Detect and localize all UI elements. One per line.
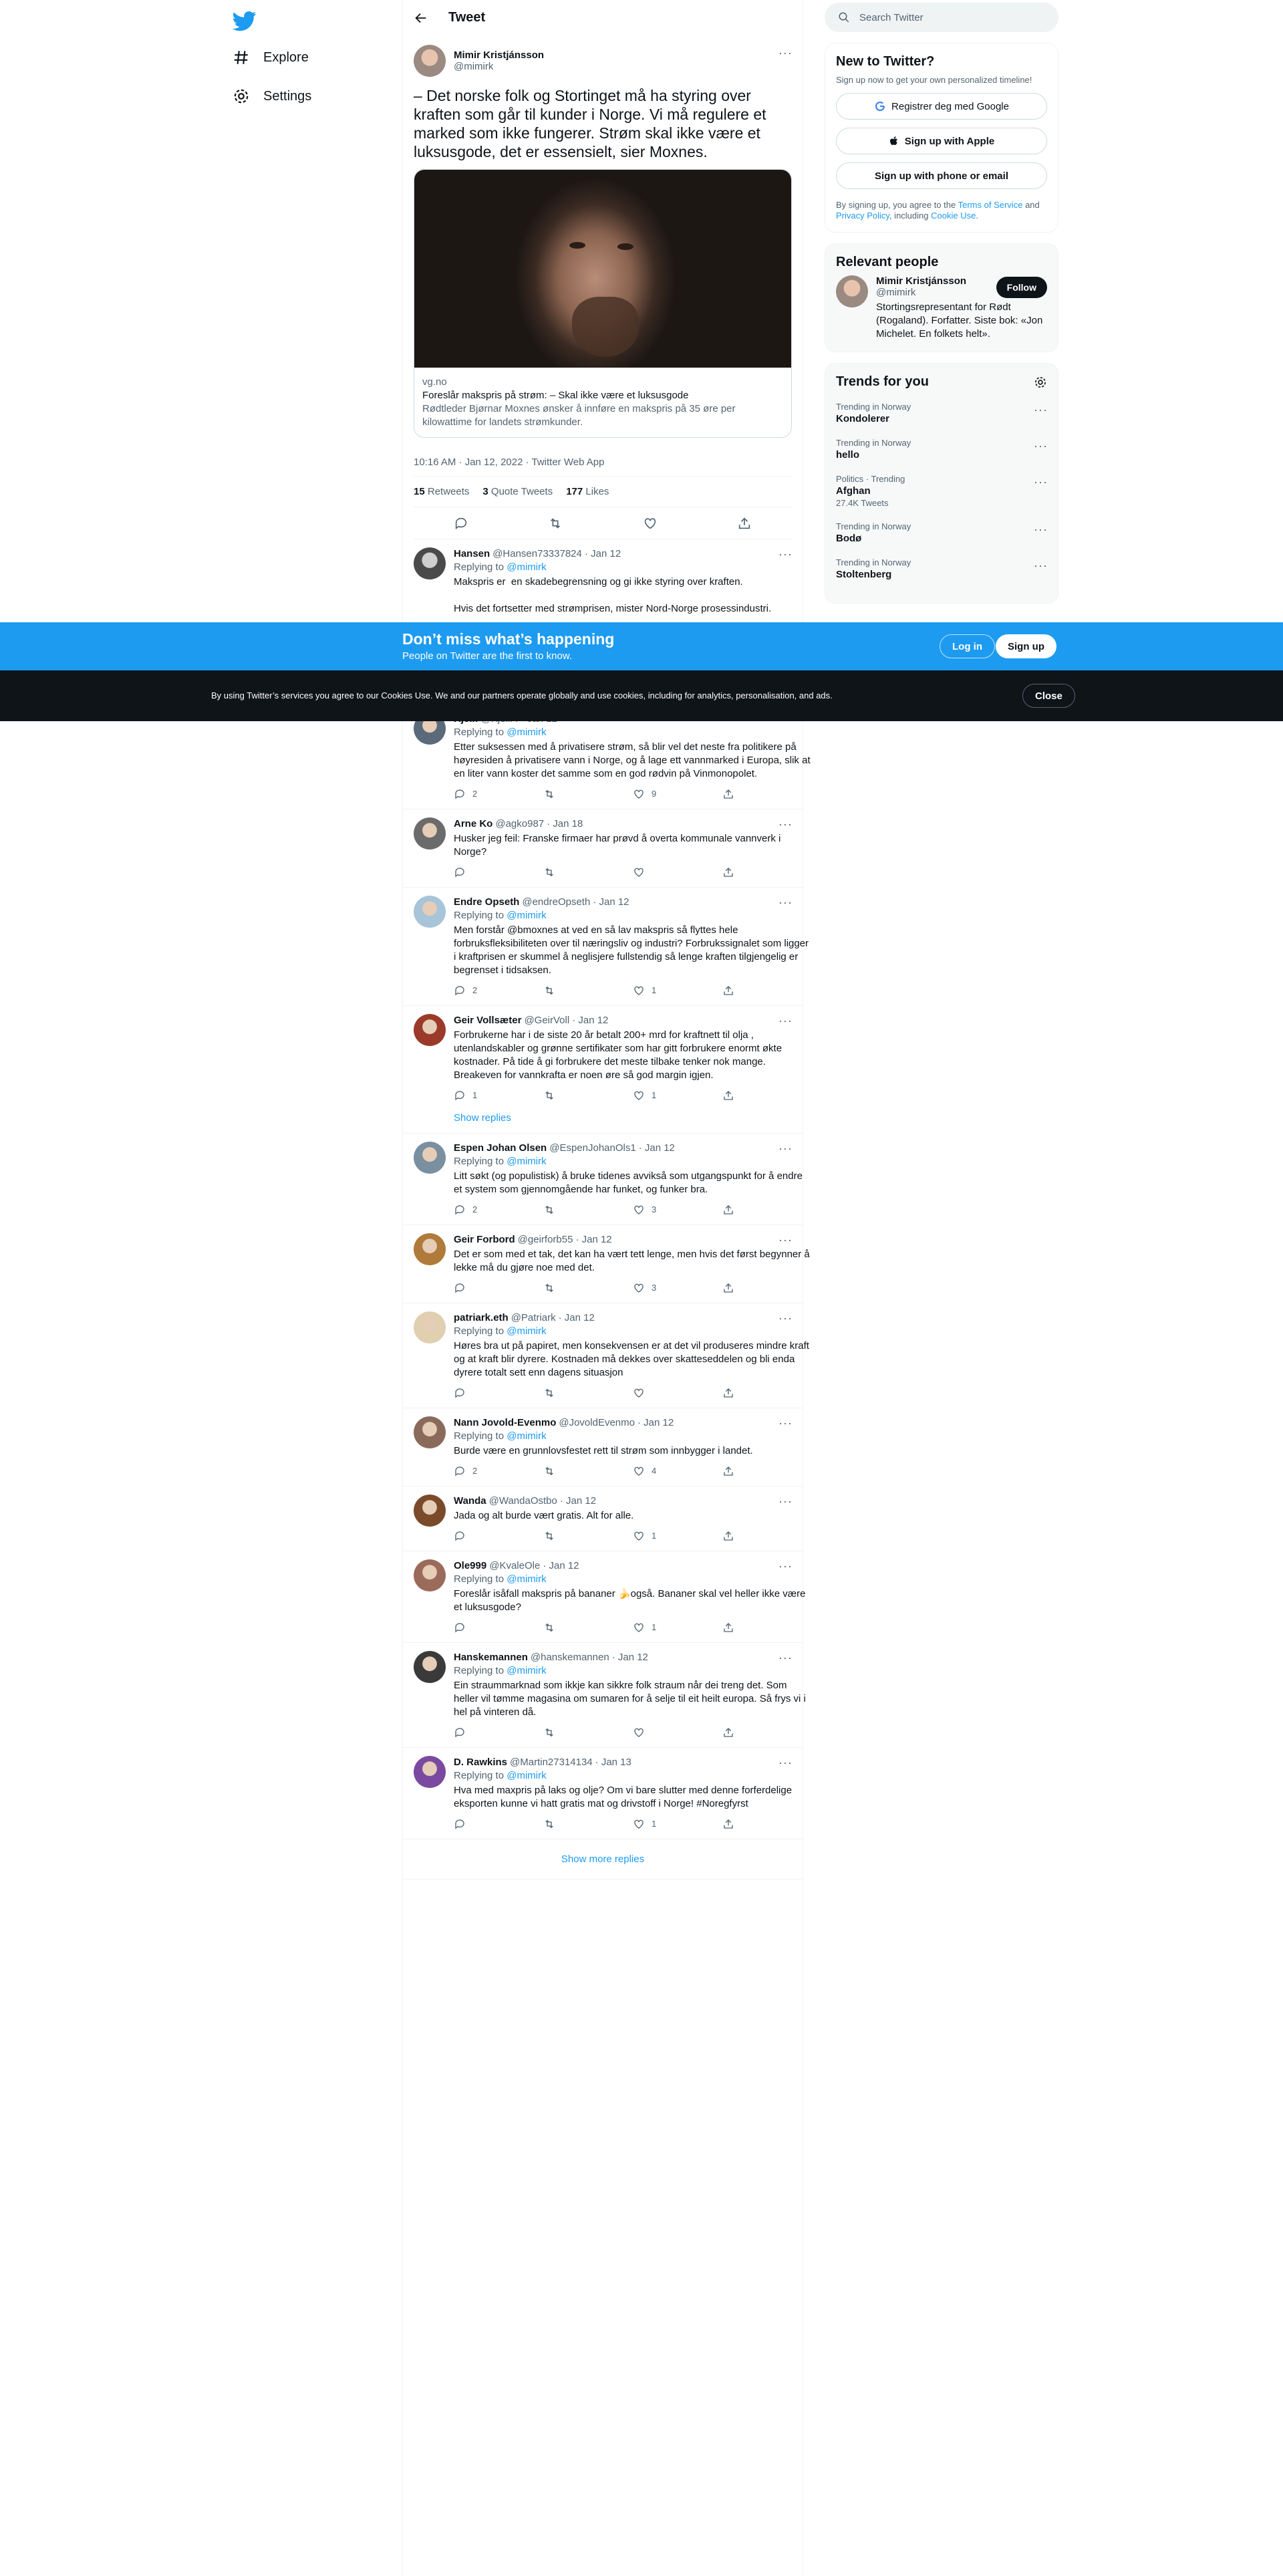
reply-text: Det er som med et tak, det kan ha vært tett lenge, men hvis det først begynner å lekke må du gjøre noe med det.: [454, 1249, 813, 1273]
retweet-button[interactable]: [543, 866, 633, 878]
signup-banner: [0, 622, 1283, 670]
reply-button[interactable]: [454, 1530, 543, 1542]
like-icon: [633, 1622, 645, 1634]
reply-date[interactable]: · Jan 12: [543, 1560, 579, 1571]
tweet-stats: [414, 477, 792, 507]
retweet-icon[interactable]: [548, 516, 563, 531]
like-button[interactable]: 4: [633, 1464, 722, 1478]
back-arrow-icon[interactable]: [414, 11, 428, 25]
retweets-stat[interactable]: 15 Retweets: [414, 486, 470, 497]
cookie-use-link[interactable]: Cookie Use: [931, 211, 976, 221]
like-button[interactable]: 1: [633, 1529, 722, 1543]
banner-subtitle: People on Twitter are the first to know.: [402, 650, 573, 662]
terms-link[interactable]: Terms of Service: [958, 200, 1023, 210]
share-button[interactable]: [722, 1622, 812, 1634]
gear-icon: [233, 88, 250, 105]
reply-author-handle[interactable]: @endreOpseth: [522, 896, 591, 908]
reply-actions: [454, 1203, 812, 1216]
reply-date[interactable]: · Jan 13: [595, 1757, 631, 1768]
trend-category: Politics · Trending: [836, 474, 905, 484]
replying-to: Replying to @mimirk: [454, 1430, 547, 1442]
reply-author-name[interactable]: Hanskemannen: [454, 1652, 528, 1663]
retweet-button[interactable]: [543, 1387, 633, 1399]
reply-item[interactable]: [403, 1006, 803, 1134]
trend-category: Trending in Norway: [836, 402, 911, 412]
share-icon: [722, 1465, 734, 1477]
like-icon: [633, 1530, 645, 1542]
reply-item[interactable]: Hansen @Hansen73337824 · Jan 12 Replying to @mimirk Makspris er en skadebegrensning og gi ikke styring over kraften. Hvis det fortsetter med strømprisen, mister Nord-Norge prosessindustri. ···: [403, 539, 803, 624]
trends-list: [836, 395, 1047, 587]
reply-button[interactable]: 2: [454, 1464, 543, 1478]
reply-date[interactable]: · Jan 12: [637, 1417, 674, 1428]
trend-category: Trending in Norway: [836, 557, 911, 567]
apple-icon: [889, 135, 899, 147]
card-description: Rødtleder Bjørnar Moxnes ønsker å innføre en makspris på 35 øre per kilowattime for landets strømkunder.: [422, 403, 736, 428]
avatar[interactable]: [414, 817, 446, 850]
panel-title: Relevant people: [836, 255, 939, 269]
reply-author-handle[interactable]: @GeirVoll: [524, 1015, 570, 1026]
reply-icon: [454, 1282, 466, 1294]
share-icon: [722, 985, 734, 997]
more-options-icon[interactable]: ···: [1034, 559, 1048, 572]
right-sidebar: [825, 0, 1058, 714]
trend-item[interactable]: [836, 551, 1047, 587]
reply-text: Hva med maxpris på laks og olje? Om vi bare slutter med denne forferdelige eksporten kunne vi hatt gratis mat og drivstoff i Norge! #Noregfyrst: [454, 1785, 795, 1809]
retweet-button[interactable]: [543, 1282, 633, 1294]
reply-item[interactable]: [403, 1551, 809, 1643]
more-options-icon[interactable]: ···: [778, 46, 793, 59]
retweet-button[interactable]: [543, 1622, 633, 1634]
reply-icon: [454, 866, 466, 878]
mention-link[interactable]: @mimirk: [507, 1665, 547, 1676]
mention-link[interactable]: @mimirk: [507, 727, 547, 738]
reply-text: Jada og alt burde vært gratis. Alt for alle.: [454, 1510, 634, 1521]
gear-icon[interactable]: [1034, 376, 1047, 389]
avatar[interactable]: [414, 896, 446, 928]
reply-button[interactable]: [454, 1726, 543, 1738]
search-input[interactable]: Search Twitter: [859, 11, 923, 23]
replying-to: Replying to @mimirk: [454, 1770, 547, 1781]
card-image: [414, 170, 791, 368]
retweet-icon: [543, 1818, 555, 1830]
person-handle: @mimirk: [876, 287, 916, 298]
share-button[interactable]: [722, 1726, 812, 1738]
more-options-icon[interactable]: ···: [1034, 403, 1048, 416]
mention-link[interactable]: @mimirk: [507, 910, 547, 921]
reply-author-name[interactable]: Ole999: [454, 1560, 487, 1571]
show-more-replies-button[interactable]: Show more replies: [403, 1839, 803, 1880]
reply-author-handle[interactable]: @KvaleOle: [489, 1560, 541, 1571]
reply-date[interactable]: · Jan 12: [572, 1015, 609, 1026]
reply-actions: [454, 1726, 812, 1739]
retweet-icon: [543, 1726, 555, 1738]
nav-settings-label: Settings: [263, 88, 312, 104]
reply-author-name[interactable]: patriark.eth: [454, 1312, 509, 1323]
person-bio: Stortingsrepresentant for Rødt (Rogaland). Forfatter. Siste bok: «Jon Michelet. En folkets helt».: [876, 301, 1043, 340]
author-name[interactable]: Mimir Kristjánsson: [454, 49, 545, 61]
tweet-actions: [414, 507, 792, 539]
twitter-logo-icon[interactable]: [233, 8, 257, 32]
reply-date[interactable]: · Jan 12: [638, 1142, 675, 1154]
trend-name: Stoltenberg: [836, 569, 892, 580]
reply-icon: [454, 1622, 466, 1634]
reply-author-name[interactable]: Geir Vollsæter: [454, 1015, 522, 1026]
share-button[interactable]: [722, 1818, 812, 1830]
more-options-icon[interactable]: ···: [778, 1311, 793, 1325]
reply-author-name[interactable]: Espen Johan Olsen: [454, 1142, 547, 1154]
trend-item[interactable]: [836, 395, 1047, 431]
nav-explore[interactable]: [233, 44, 309, 71]
reply-actions: [454, 1529, 812, 1543]
reply-item[interactable]: [403, 1303, 813, 1408]
reply-item[interactable]: [403, 1643, 809, 1748]
retweet-button[interactable]: [543, 1465, 633, 1477]
phone-email-signup-button[interactable]: Sign up with phone or email: [836, 162, 1047, 189]
like-icon: [633, 788, 645, 800]
like-icon: [633, 866, 645, 878]
reply-icon: [454, 1465, 466, 1477]
retweet-icon: [543, 1622, 555, 1634]
reply-icon: [454, 1204, 466, 1216]
reply-icon[interactable]: [454, 516, 468, 531]
share-icon: [722, 1089, 734, 1102]
reply-button[interactable]: 1: [454, 1089, 543, 1102]
reply-actions: [454, 984, 812, 997]
reply-author-handle[interactable]: @hanskemannen: [530, 1652, 609, 1663]
card-title: Foreslår makspris på strøm: – Skal ikke være et luksusgode: [422, 390, 689, 401]
share-button[interactable]: [722, 1530, 812, 1542]
avatar[interactable]: [414, 1311, 446, 1343]
share-button[interactable]: [722, 1089, 812, 1102]
reply-actions: [454, 787, 812, 801]
retweet-button[interactable]: [543, 1204, 633, 1216]
reply-text: Forbrukerne har i de siste 20 år betalt 200+ mrd for kraftnett til olja , utenlandskabler og grønne sertifikater som har gitt forbrukere enormt økte kostnader. På tide å gi forbrukere det meste tilbake tenker nok mange. Breakeven for vannkrafta er noen øre så god margin igjen.: [454, 1029, 785, 1081]
apple-signup-button[interactable]: Sign up with Apple: [836, 128, 1047, 154]
reply-author-name[interactable]: Arne Ko: [454, 818, 493, 829]
replying-to: Replying to @mimirk: [454, 1156, 547, 1167]
share-icon: [722, 1726, 734, 1738]
avatar[interactable]: [414, 1495, 446, 1527]
reply-author-name[interactable]: Endre Opseth: [454, 896, 520, 908]
retweet-button[interactable]: [543, 1089, 633, 1102]
reply-icon: [454, 985, 466, 997]
reply-actions: [454, 866, 812, 879]
more-options-icon[interactable]: ···: [778, 1756, 793, 1769]
trend-item[interactable]: [836, 431, 1047, 467]
reply-actions: [454, 1089, 812, 1102]
trend-category: Trending in Norway: [836, 438, 911, 448]
reply-button[interactable]: [454, 1387, 543, 1399]
retweet-button[interactable]: [543, 1726, 633, 1738]
reply-button[interactable]: [454, 1282, 543, 1294]
nav-explore-label: Explore: [263, 49, 309, 65]
google-signup-button[interactable]: Registrer deg med Google: [836, 93, 1047, 120]
like-button[interactable]: 9: [633, 787, 722, 801]
mention-link[interactable]: @mimirk: [507, 1430, 547, 1442]
retweet-icon: [543, 788, 555, 800]
retweet-icon: [543, 1204, 555, 1216]
trend-count: 27.4K Tweets: [836, 498, 889, 508]
banner-title: Don’t miss what’s happening: [402, 630, 615, 648]
more-options-icon[interactable]: ···: [778, 1559, 793, 1573]
more-options-icon[interactable]: ···: [778, 1233, 793, 1247]
more-options-icon[interactable]: ···: [778, 817, 793, 831]
reply-author-handle[interactable]: @Martin27314134: [510, 1757, 593, 1768]
reply-author-name[interactable]: Nann Jovold-Evenmo: [454, 1417, 557, 1428]
mention-link[interactable]: @mimirk: [507, 1325, 547, 1337]
like-icon: [633, 985, 645, 997]
like-icon: [633, 1089, 645, 1102]
privacy-link[interactable]: Privacy Policy: [836, 211, 889, 221]
hashtag-icon: [233, 49, 250, 66]
trend-name: Bodø: [836, 533, 862, 544]
reply-date[interactable]: · Jan 12: [558, 1312, 595, 1323]
more-options-icon[interactable]: ···: [778, 1142, 793, 1155]
mention-link[interactable]: @mimirk: [507, 1770, 547, 1781]
login-button[interactable]: Log in: [940, 634, 995, 658]
like-icon: [633, 1726, 645, 1738]
reply-icon: [454, 788, 466, 800]
more-options-icon[interactable]: ···: [778, 1651, 793, 1664]
replying-to: Replying to @mimirk: [454, 1665, 547, 1676]
avatar[interactable]: [414, 547, 446, 579]
retweet-icon: [543, 1089, 555, 1102]
reply-icon: [454, 1387, 466, 1399]
more-options-icon[interactable]: ···: [778, 896, 793, 909]
reply-item[interactable]: [403, 1134, 806, 1225]
reply-item[interactable]: [403, 1748, 803, 1839]
relevant-people-panel: [825, 243, 1058, 352]
reply-date[interactable]: · Jan 18: [547, 818, 583, 829]
reply-date[interactable]: · Jan 12: [575, 1234, 612, 1245]
reply-icon: [454, 1726, 466, 1738]
reply-actions: [454, 1281, 812, 1295]
trend-name: Kondolerer: [836, 413, 890, 424]
replying-to: Replying to @mimirk: [454, 1325, 547, 1337]
reply-author-handle[interactable]: @geirforb55: [517, 1234, 573, 1245]
avatar[interactable]: [414, 1756, 446, 1788]
reply-item[interactable]: [403, 888, 812, 1006]
avatar[interactable]: [414, 1651, 446, 1683]
search-bar[interactable]: [825, 3, 1058, 32]
reply-author-name[interactable]: Wanda: [454, 1495, 486, 1507]
nav-settings[interactable]: [233, 83, 311, 110]
replying-to: Replying to @mimirk: [454, 1573, 547, 1585]
reply-actions: [454, 1817, 812, 1831]
reply-button[interactable]: [454, 1622, 543, 1634]
main-tweet: [403, 35, 803, 539]
panel-title: Trends for you: [836, 374, 929, 389]
cookie-close-button[interactable]: Close: [1022, 684, 1075, 708]
link-card[interactable]: [414, 169, 792, 438]
share-button[interactable]: [722, 788, 812, 800]
show-replies-link[interactable]: Show replies: [454, 1112, 511, 1124]
reply-button[interactable]: 2: [454, 787, 543, 801]
quotes-stat[interactable]: 3 Quote Tweets: [482, 486, 553, 497]
trend-category: Trending in Norway: [836, 521, 911, 531]
reply-icon: [454, 1530, 466, 1542]
relevant-person[interactable]: [836, 275, 1047, 341]
reply-author-handle[interactable]: @agko987: [495, 818, 545, 829]
signup-button[interactable]: Sign up: [996, 634, 1056, 658]
reply-actions: [454, 1621, 812, 1634]
reply-item[interactable]: [403, 1225, 813, 1303]
retweet-icon: [543, 1465, 555, 1477]
retweet-icon: [543, 1387, 555, 1399]
share-icon: [722, 1818, 734, 1830]
reply-item[interactable]: [403, 1408, 803, 1487]
mention-link[interactable]: @mimirk: [507, 1573, 547, 1585]
share-button[interactable]: [722, 1465, 812, 1477]
tweet-text: – Det norske folk og Stortinget må ha styring over kraften som går til kunder i Norge. Vi må regulere et marked som ikke fungerer. Strøm skal ikke være et luksusgode, det er essensielt, sier Moxnes.: [414, 87, 766, 160]
reply-button[interactable]: 2: [454, 984, 543, 997]
reply-author-name[interactable]: Geir Forbord: [454, 1234, 515, 1245]
reply-item[interactable]: [403, 809, 803, 888]
reply-item[interactable]: [403, 1487, 803, 1551]
retweet-icon: [543, 985, 555, 997]
more-options-icon[interactable]: ···: [1034, 523, 1048, 536]
person-name[interactable]: Mimir Kristjánsson: [876, 275, 967, 287]
cookie-banner: [0, 670, 1283, 721]
more-options-icon[interactable]: ···: [778, 547, 793, 561]
reply-author-handle[interactable]: @WandaOstbo: [488, 1495, 557, 1507]
reply-text: Men forstår @bmoxnes at ved en så lav makspris så flyttes hele forbruksfleksibiliteten over til næringsliv og industri? Forbrukssignalet som ligger i kraftprisen er skummel å neglisjere fullstendig så lenge kraften tilgjengelig er begrenset i tidsaksen.: [454, 924, 812, 976]
page-title: Tweet: [448, 10, 486, 25]
share-icon: [722, 1387, 734, 1399]
share-icon: [722, 1204, 734, 1216]
reply-icon: [454, 1089, 466, 1102]
like-button[interactable]: [633, 866, 722, 878]
reply-actions: [454, 1386, 812, 1400]
trend-name: Afghan: [836, 485, 871, 497]
main-column: [402, 0, 813, 2576]
trends-panel: [825, 363, 1058, 604]
like-button[interactable]: 1: [633, 1817, 722, 1831]
reply-author-handle[interactable]: @Patriark: [511, 1312, 556, 1323]
reply-button[interactable]: [454, 866, 543, 878]
reply-text: Husker jeg feil: Franske firmaer har prøvd å overta kommunale vannverk i Norge?: [454, 833, 784, 858]
more-options-icon[interactable]: ···: [778, 1416, 793, 1430]
share-button[interactable]: [722, 985, 812, 997]
google-icon: [874, 100, 886, 112]
share-icon: [722, 1530, 734, 1542]
like-icon: [633, 1818, 645, 1830]
terms-text: By signing up, you agree to the Terms of Service and Privacy Policy, including Cookie Use.: [836, 200, 1040, 221]
like-button[interactable]: 1: [633, 1089, 722, 1102]
share-button[interactable]: [722, 866, 812, 878]
reply-actions: [454, 1464, 812, 1478]
like-icon[interactable]: [643, 516, 658, 531]
trend-item[interactable]: [836, 515, 1047, 551]
panel-title: New to Twitter?: [836, 54, 935, 69]
avatar[interactable]: [414, 1233, 446, 1265]
new-to-twitter-panel: [825, 43, 1058, 233]
retweet-button[interactable]: [543, 788, 633, 800]
more-options-icon[interactable]: ···: [778, 1495, 793, 1508]
share-icon: [722, 1282, 734, 1294]
reply-author-name[interactable]: D. Rawkins: [454, 1757, 508, 1768]
retweet-button[interactable]: [543, 985, 633, 997]
more-options-icon[interactable]: ···: [1034, 475, 1048, 489]
likes-stat[interactable]: 177 Likes: [566, 486, 609, 497]
like-icon: [633, 1204, 645, 1216]
like-button[interactable]: 3: [633, 1281, 722, 1295]
avatar[interactable]: [414, 1559, 446, 1591]
share-icon: [722, 1622, 734, 1634]
tweet-author: [414, 43, 792, 78]
retweet-icon: [543, 866, 555, 878]
reply-text: Litt søkt (og populistisk) å bruke tidenes avvikså som utgangspunkt for å endre et system som gjennomgående har funket, og funker bra.: [454, 1170, 806, 1195]
share-icon[interactable]: [737, 516, 752, 531]
header-bar: [403, 0, 803, 35]
like-icon: [633, 1282, 645, 1294]
like-button[interactable]: [633, 1726, 722, 1738]
reply-button[interactable]: [454, 1818, 543, 1830]
share-button[interactable]: [722, 1282, 812, 1294]
cookie-text: By using Twitter’s services you agree to our Cookies Use. We and our partners operate globally and use cookies, including for analytics, personalisation, and ads.: [211, 690, 833, 700]
replies-list: [403, 704, 813, 1839]
like-button[interactable]: 3: [633, 1203, 722, 1216]
more-options-icon[interactable]: ···: [1034, 439, 1048, 453]
replying-to: Replying to @mimirk: [454, 727, 547, 738]
like-button[interactable]: 1: [633, 1621, 722, 1634]
like-icon: [633, 1387, 645, 1399]
like-icon: [633, 1465, 645, 1477]
reply-author-handle[interactable]: @JovoldEvenmo: [559, 1417, 635, 1428]
retweet-icon: [543, 1282, 555, 1294]
more-options-icon[interactable]: ···: [778, 1014, 793, 1027]
follow-button[interactable]: Follow: [996, 277, 1047, 298]
share-icon: [722, 866, 734, 878]
reply-text: Foreslår isåfall makspris på bananer 🍌også. Bananer skal vel heller ikke være et luksusgode?: [454, 1588, 809, 1613]
reply-text: Høres bra ut på papiret, men konsekvensen er at det vil produseres mindre kraft og at kraft blir dyrere. Kostnaden må dekkes over skatteseddelen og bli enda dyrere totalt sett enn dagens situasjon: [454, 1340, 813, 1378]
avatar[interactable]: [414, 1014, 446, 1046]
like-button[interactable]: 1: [633, 984, 722, 997]
reply-date[interactable]: · Jan 12: [611, 1652, 648, 1663]
reply-text: Etter suksessen med å privatisere strøm, så blir vel det neste fra politikere på høyresiden å privatisere vann i Norge, og å lage ett vannmarked i Europa, slik at en liter vann koster det samme som en god rødvin på Vinmonopolet.: [454, 741, 813, 779]
card-domain: vg.no: [422, 376, 447, 388]
share-button[interactable]: [722, 1387, 812, 1399]
avatar[interactable]: [414, 45, 446, 77]
share-icon: [722, 788, 734, 800]
author-handle[interactable]: @mimirk: [454, 61, 494, 72]
mention-link[interactable]: @mimirk: [507, 1156, 547, 1167]
retweet-button[interactable]: [543, 1818, 633, 1830]
avatar[interactable]: [414, 1416, 446, 1448]
search-icon: [838, 11, 850, 23]
avatar[interactable]: [414, 1142, 446, 1174]
like-button[interactable]: [633, 1387, 722, 1399]
reply-icon: [454, 1818, 466, 1830]
reply-date[interactable]: · Jan 12: [593, 896, 629, 908]
share-button[interactable]: [722, 1204, 812, 1216]
retweet-icon: [543, 1530, 555, 1542]
trend-name: hello: [836, 449, 860, 461]
reply-author-handle[interactable]: @EspenJohanOls1: [549, 1142, 636, 1154]
trend-item[interactable]: [836, 467, 1047, 515]
reply-button[interactable]: 2: [454, 1203, 543, 1216]
tweet-timestamp[interactable]: 10:16 AM · Jan 12, 2022 · Twitter Web App: [414, 448, 792, 477]
reply-date[interactable]: · Jan 12: [559, 1495, 597, 1507]
reply-text: Ein straummarknad som ikkje kan sikkre folk straum når dei treng det. Som heller vil tømme magasina om sumaren for å selje til eit heilt europa. Så frys vi i hel på vinteren då.: [454, 1680, 809, 1718]
replying-to: Replying to @mimirk: [454, 910, 547, 921]
reply-text: Burde være en grunnlovsfestet rett til strøm som innbygger i landet.: [454, 1445, 753, 1456]
avatar[interactable]: [836, 275, 868, 307]
retweet-button[interactable]: [543, 1530, 633, 1542]
panel-subtitle: Sign up now to get your own personalized timeline!: [836, 75, 1032, 85]
